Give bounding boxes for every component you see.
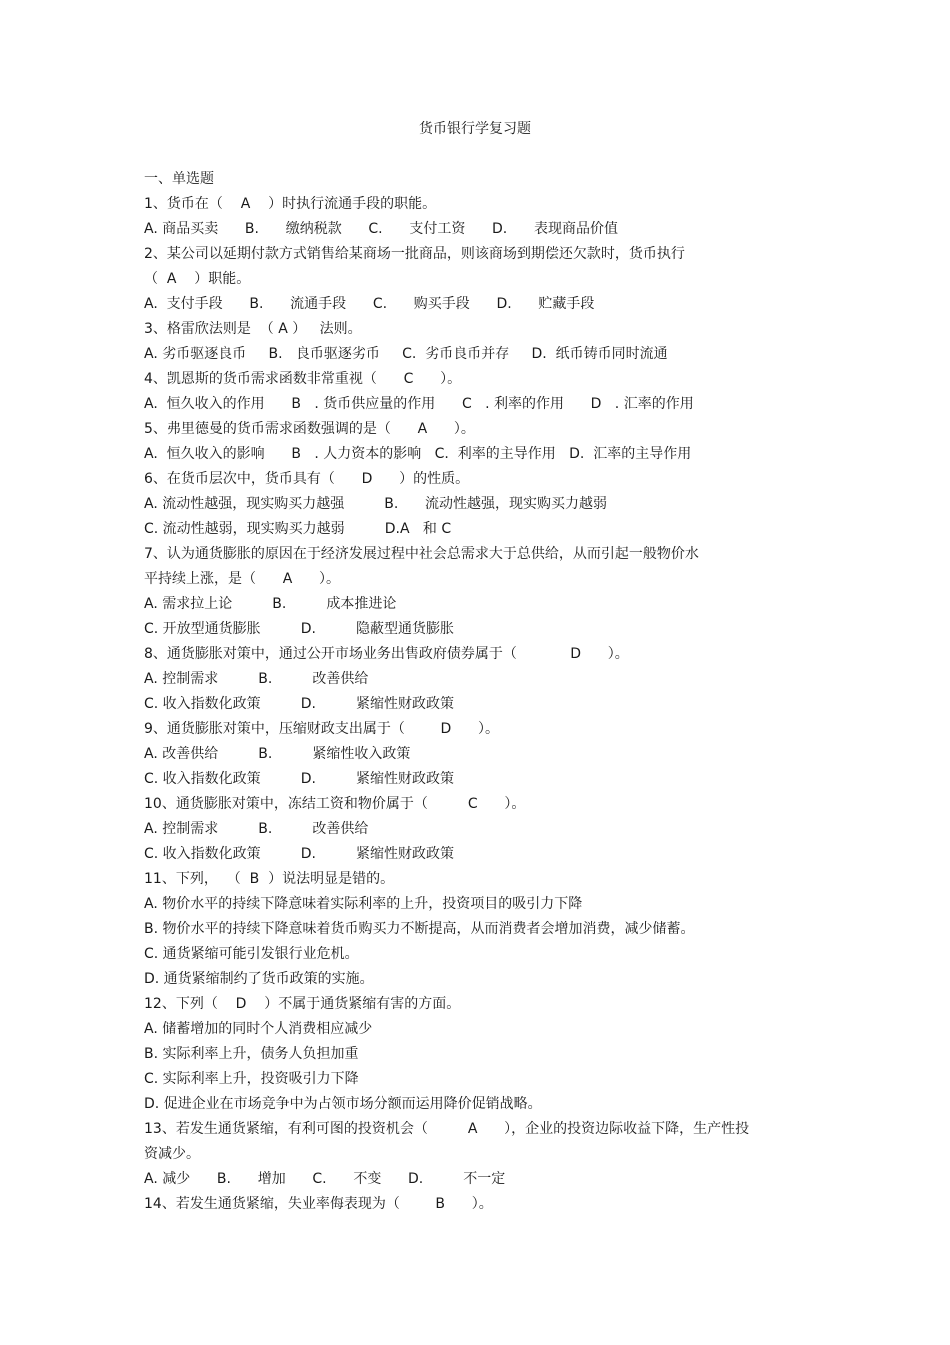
option-11-d: D. 通货紧缩制约了货币政策的实施。: [144, 971, 374, 987]
options-3: A. 劣币驱逐良币 B. 良币驱逐劣币 C. 劣币良币并存 D. 纸币铸币同时流通: [144, 346, 668, 362]
question-1: 1、货币在（ A ）时执行流通手段的职能。: [144, 196, 437, 212]
question-7: 7、认为通货膨胀的原因在于经济发展过程中社会总需求大于总供给，从而引起一般物价水: [144, 546, 699, 562]
option-11-a: A. 物价水平的持续下降意味着实际利率的上升，投资项目的吸引力下降: [144, 896, 583, 912]
question-3: 3、格雷欣法则是 （ A ） 法则。: [144, 321, 362, 337]
page-title: 货币银行学复习题: [419, 121, 531, 137]
options-9-ab: A. 改善供给 B. 紧缩性收入政策: [144, 746, 411, 762]
option-12-c: C. 实际利率上升，投资吸引力下降: [144, 1071, 359, 1087]
options-1: A. 商品买卖 B. 缴纳税款 C. 支付工资 D. 表现商品价值: [144, 221, 618, 237]
question-9: 9、通货膨胀对策中，压缩财政支出属于（ D ）。: [144, 721, 499, 737]
option-11-b: B. 物价水平的持续下降意味着货币购买力不断提高，从而消费者会增加消费，减少储蓄。: [144, 921, 695, 937]
option-12-a: A. 储蓄增加的同时个人消费相应减少: [144, 1021, 373, 1037]
options-9-cd: C. 收入指数化政策 D. 紧缩性财政政策: [144, 771, 455, 787]
options-5: A. 恒久收入的影响 B . 人力资本的影响 C. 利率的主导作用 D. 汇率的主导作用: [144, 446, 692, 462]
options-4: A. 恒久收入的作用 B . 货币供应量的作用 C . 利率的作用 D . 汇率的作用: [144, 396, 694, 412]
options-8-cd: C. 收入指数化政策 D. 紧缩性财政政策: [144, 696, 455, 712]
question-8: 8、通货膨胀对策中，通过公开市场业务出售政府债券属于（ D ）。: [144, 646, 629, 662]
options-7-cd: C. 开放型通货膨胀 D. 隐蔽型通货膨胀: [144, 621, 455, 637]
option-12-b: B. 实际利率上升，债务人负担加重: [144, 1046, 359, 1062]
question-10: 10、通货膨胀对策中，冻结工资和物价属于（ C ）。: [144, 796, 526, 812]
question-2: 2、某公司以延期付款方式销售给某商场一批商品，则该商场到期偿还欠款时，货币执行: [144, 246, 685, 262]
section-heading: 一、单选题: [144, 171, 214, 187]
options-10-cd: C. 收入指数化政策 D. 紧缩性财政政策: [144, 846, 455, 862]
question-7-continued: 平持续上涨，是（ A ）。: [144, 571, 340, 587]
options-13: A. 减少 B. 增加 C. 不变 D. 不一定: [144, 1171, 506, 1187]
question-12: 12、下列（ D ）不属于通货紧缩有害的方面。: [144, 996, 461, 1012]
options-7-ab: A. 需求拉上论 B. 成本推进论: [144, 596, 397, 612]
question-11: 11、下列， （ B ）说法明显是错的。: [144, 871, 395, 887]
options-10-ab: A. 控制需求 B. 改善供给: [144, 821, 369, 837]
question-5: 5、弗里德曼的货币需求函数强调的是（ A ）。: [144, 421, 475, 437]
options-6-cd: C. 流动性越弱，现实购买力越弱 D.A 和 C: [144, 521, 452, 537]
question-13-continued: 资减少。: [144, 1146, 200, 1162]
options-2: A. 支付手段 B. 流通手段 C. 购买手段 D. 贮藏手段: [144, 296, 595, 312]
question-14: 14、若发生通货紧缩，失业率侮表现为（ B ）。: [144, 1196, 493, 1212]
option-12-d: D. 促进企业在市场竞争中为占领市场分额而运用降价促销战略。: [144, 1096, 542, 1112]
question-4: 4、凯恩斯的货币需求函数非常重视（ C ）。: [144, 371, 462, 387]
options-8-ab: A. 控制需求 B. 改善供给: [144, 671, 369, 687]
question-2-continued: （ A ）职能。: [144, 271, 251, 287]
question-13: 13、若发生通货紧缩，有利可图的投资机会（ A ），企业的投资边际收益下降，生产性投: [144, 1121, 750, 1137]
options-6-ab: A. 流动性越强，现实购买力越强 B. 流动性越强，现实购买力越弱: [144, 496, 608, 512]
option-11-c: C. 通货紧缩可能引发银行业危机。: [144, 946, 359, 962]
question-6: 6、在货币层次中，货币具有（ D ）的性质。: [144, 471, 470, 487]
